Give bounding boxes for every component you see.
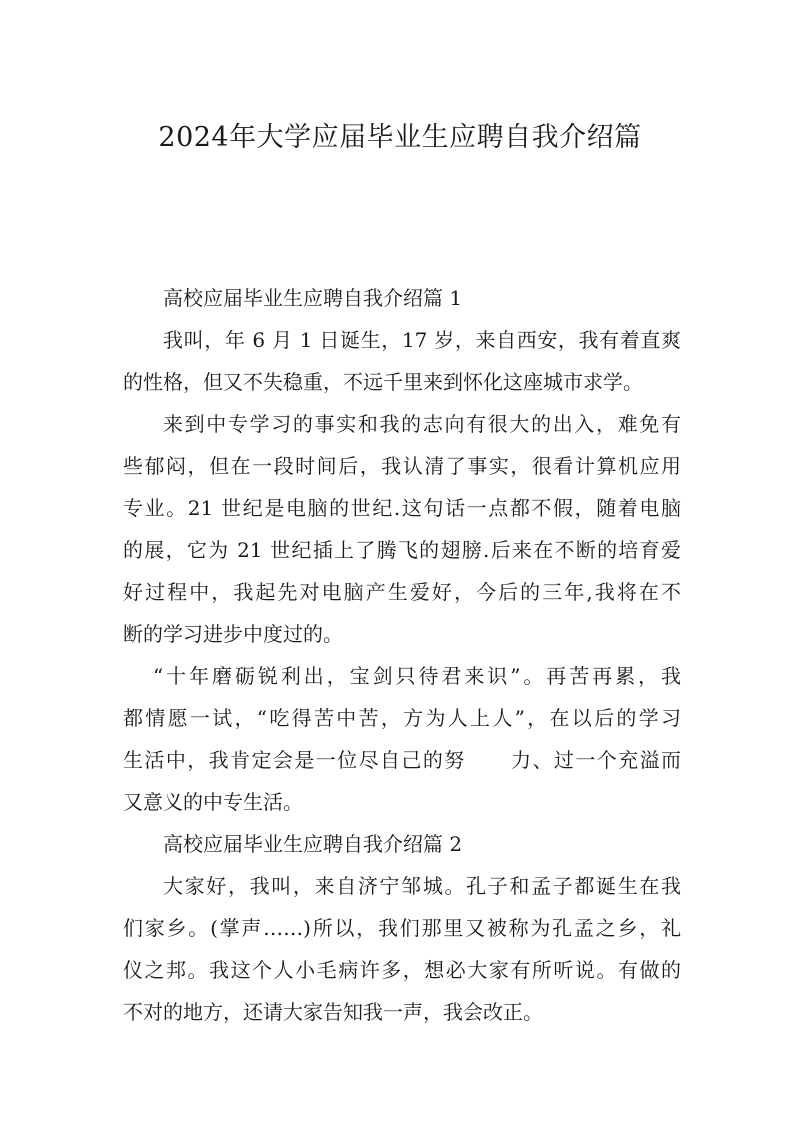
text-line: “十年磨砺锐利出，宝剑只待君来识”。再苦再累，我 [153,664,681,688]
document-title: 2024年大学应届毕业生应聘自我介绍篇 [158,122,642,153]
text-line: 又意义的中专生活。 [123,790,303,814]
section-2 [123,823,681,1033]
text-line: 的性格，但又不失稳重，不远千里来到怀化这座城市求学。 [123,370,643,394]
text-line: 我叫，年 6 月 1 日诞生，17 岁，来自西安，我有着直爽 [163,328,681,352]
text-line: 的展，它为 21 世纪插上了腾飞的翅膀.后来在不断的培育爱 [123,538,681,562]
text-line: 好过程中，我起先对电脑产生爱好，今后的三年,我将在不 [123,580,681,604]
text-line: 都情愿一试，“吃得苦中苦，方为人上人”，在以后的学习 [123,706,681,730]
paragraph [123,865,681,1033]
section-1 [123,277,681,823]
text-line: 仪之邦。我这个人小毛病许多，想必大家有所听说。有做的 [123,958,681,982]
text-fragment: 力、过一个充溢而 [509,748,682,772]
paragraph [123,655,681,823]
text-line: 们家乡。(掌声……)所以，我们那里又被称为孔孟之乡，礼 [123,916,681,940]
text-line: 些郁闷，但在一段时间后，我认清了事实，很看计算机应用 [123,454,681,478]
text-line: 大家好，我叫，来自济宁邹城。孔子和孟子都诞生在我 [163,874,681,898]
section-heading: 高校应届毕业生应聘自我介绍篇 2 [163,832,463,856]
paragraph [123,319,681,403]
text-fragment: 生活中，我肯定会是一位尽自己的努 [123,748,466,772]
text-line: 断的学习进步中度过的。 [123,622,343,646]
text-line: 不对的地方，还请大家告知我一声，我会改正。 [123,1000,543,1024]
text-line-split [123,739,681,781]
section-heading: 高校应届毕业生应聘自我介绍篇 1 [163,286,463,310]
text-line: 专业。21 世纪是电脑的世纪.这句话一点都不假，随着电脑 [123,496,681,520]
paragraph [123,403,681,655]
text-line: 来到中专学习的事实和我的志向有很大的出入，难免有 [163,412,681,436]
document-body [123,277,681,1033]
